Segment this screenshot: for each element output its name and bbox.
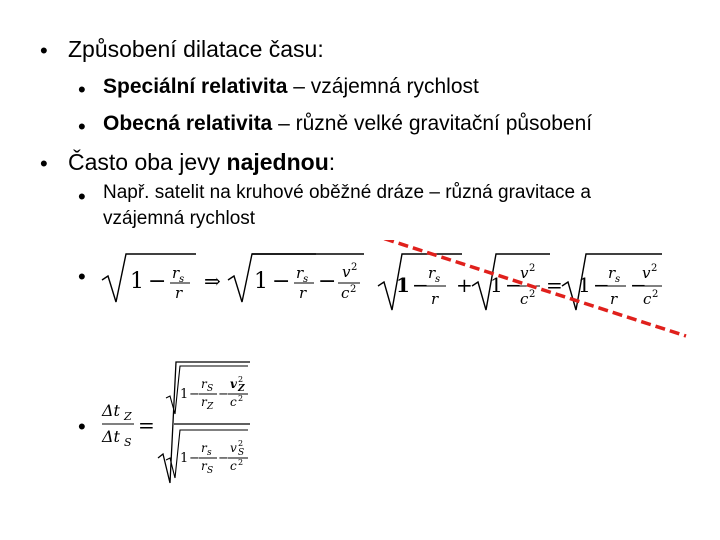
- formula-sr-gr: [100, 240, 700, 350]
- bullet-text-satellite-2: vzájemná rychlost: [103, 208, 256, 229]
- term-one: 1: [254, 269, 268, 294]
- operator-minus: −: [272, 269, 291, 294]
- rs-sub: s: [179, 274, 185, 285]
- implies-arrow: ⇒: [204, 269, 221, 293]
- v: v: [230, 377, 237, 391]
- r: r: [299, 284, 307, 302]
- rs-sub: s: [207, 448, 212, 458]
- rs-sub: s: [303, 274, 309, 285]
- bullet-dot: •: [40, 151, 48, 176]
- rs: r: [201, 377, 207, 391]
- rs: r: [296, 264, 304, 282]
- operator-minus: −: [505, 273, 522, 297]
- c: c: [520, 290, 529, 308]
- delta-t: Δt: [102, 427, 120, 446]
- v: v: [642, 264, 651, 282]
- term-one: 1: [490, 273, 503, 297]
- operator-equals: =: [138, 413, 155, 437]
- term-one: 1: [396, 273, 410, 297]
- operator-minus: −: [189, 451, 200, 466]
- v-sub: Z: [238, 384, 245, 394]
- rz-sub: Z: [207, 402, 214, 412]
- rs: r: [428, 264, 436, 282]
- sub-s: S: [124, 436, 132, 449]
- rs: r: [201, 459, 207, 473]
- bullet-dot: •: [40, 38, 48, 63]
- sq: 2: [529, 289, 536, 300]
- rz: r: [201, 395, 207, 409]
- sq: 2: [652, 289, 659, 300]
- operator-equals: =: [546, 273, 563, 297]
- term-one: 1: [130, 269, 144, 294]
- v: v: [230, 441, 237, 455]
- operator-minus: −: [189, 387, 200, 402]
- rs: r: [608, 264, 616, 282]
- bullet-text-satellite-1: Např. satelit na kruhové oběžné dráze – různá gravitace a: [103, 182, 591, 203]
- sq: 2: [351, 262, 358, 273]
- c: c: [230, 395, 237, 409]
- v: v: [342, 263, 351, 281]
- rs: r: [172, 264, 180, 282]
- sq: 2: [238, 458, 244, 467]
- rs-sub: s: [435, 274, 441, 285]
- rs-sub: S: [207, 466, 214, 476]
- bullet-text-both: Často oba jevy najednou:: [68, 149, 336, 175]
- rs-sub: s: [615, 274, 621, 285]
- bullet-dot: •: [78, 414, 86, 439]
- operator-minus: −: [218, 387, 229, 402]
- rs: r: [201, 441, 207, 455]
- delta-t: Δt: [102, 401, 120, 420]
- r: r: [610, 290, 618, 308]
- operator-plus: +: [456, 273, 473, 297]
- term-one: 1: [578, 273, 591, 297]
- term-one: 1: [180, 387, 189, 402]
- sq: 2: [238, 394, 244, 403]
- sq: 2: [238, 439, 244, 448]
- v-sub: S: [238, 448, 245, 458]
- c: c: [643, 290, 652, 308]
- bullet-dot: •: [78, 184, 86, 209]
- operator-minus: −: [218, 451, 229, 466]
- bullet-text-special: Speciální relativita – vzájemná rychlost: [103, 75, 479, 98]
- sq: 2: [529, 263, 536, 274]
- v: v: [520, 264, 529, 282]
- bullet-text-causes: Způsobení dilatace času:: [68, 36, 324, 62]
- sq: 2: [238, 375, 244, 384]
- bullet-text-general: Obecná relativita – různě velké gravitační působení: [103, 112, 593, 135]
- c: c: [230, 459, 237, 473]
- operator-minus: −: [630, 273, 647, 297]
- sq: 2: [651, 263, 658, 274]
- operator-minus: −: [148, 269, 167, 294]
- operator-minus: −: [412, 273, 429, 297]
- rs-sub: S: [207, 384, 214, 394]
- r: r: [175, 284, 183, 302]
- bullet-dot: •: [78, 77, 86, 102]
- formula-ratio: [100, 358, 260, 488]
- r: r: [431, 290, 439, 308]
- operator-minus: −: [593, 273, 610, 297]
- term-one: 1: [180, 451, 189, 466]
- operator-minus: −: [318, 269, 337, 294]
- bullet-dot: •: [78, 114, 86, 139]
- sq: 2: [350, 284, 357, 295]
- c: c: [341, 284, 350, 302]
- sub-z: Z: [124, 410, 132, 423]
- bullet-dot: •: [78, 264, 86, 289]
